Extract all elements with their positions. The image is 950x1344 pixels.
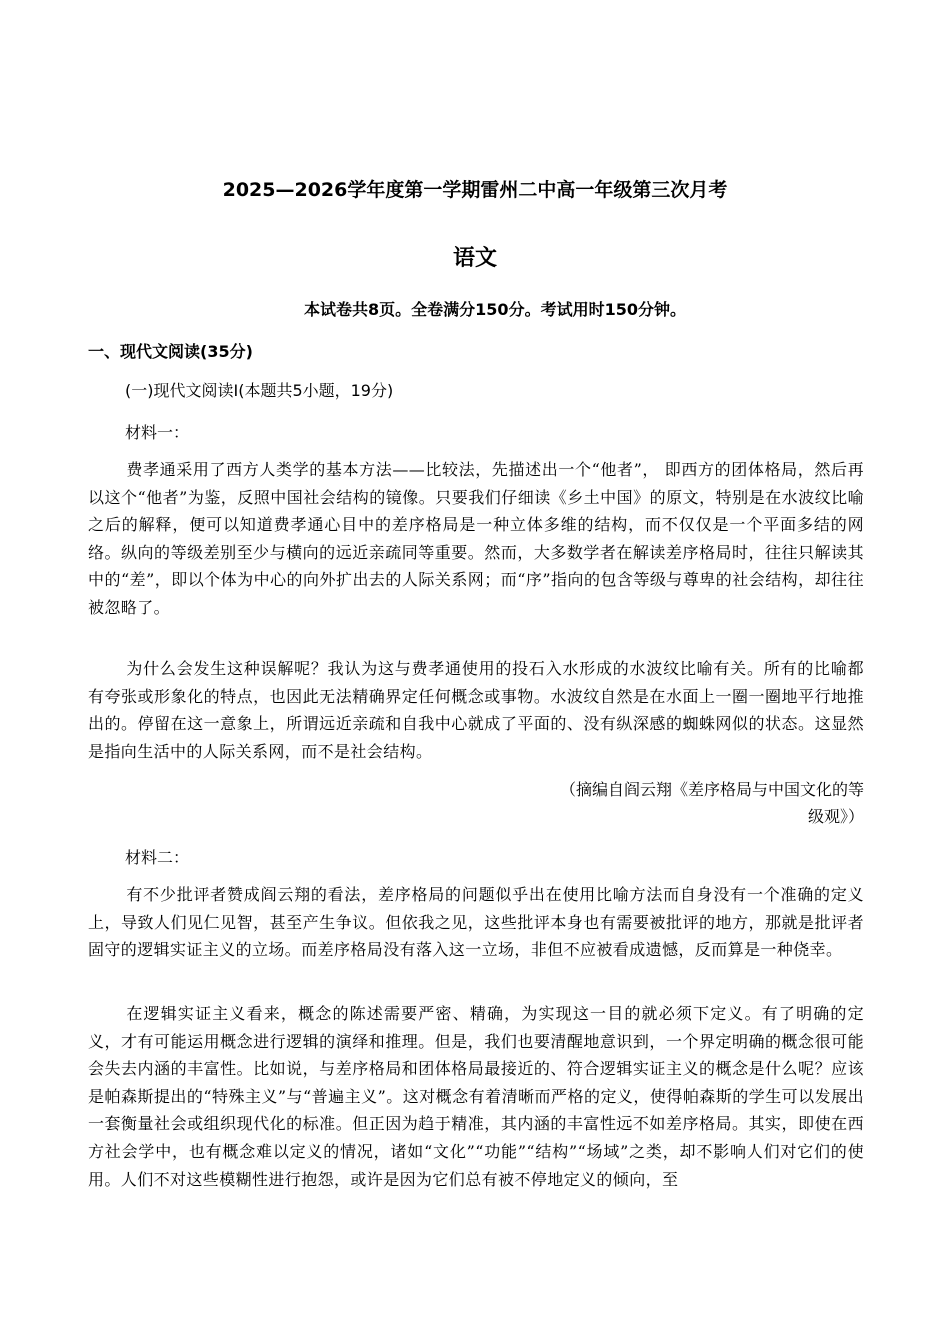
exam-info: 本试卷共8页。全卷满分150分。考试用时150分钟。 xyxy=(304,300,686,319)
material-two-paragraph-2: 在逻辑实证主义看来，概念的陈述需要严密、精确，为实现这一目的就必须下定义。有了明确的定义，才有可能运用概念进行逻辑的演绎和推理。但是，我们也要清醒地意识到，一个界定明确的概念很可能会失去内涵的丰富性。比如说，与差序格局和团体格局最接近的、符合逻辑实证主义的概念是什么呢？应该是帕森斯提出的“特殊主义”与“普遍主义”。这对概念有着清晰而严格的定义，使得帕森斯的学生可以发展出一套衡量社会或组织现代化的标准。但正因为趋于精准，其内涵的丰富性远不如差序格局。其实，即使在西方社会学中，也有概念难以定义的情况，诸如“文化”“功能”“结构”“场域”之类，却不影响人们对它们的使用。人们不对这些模糊性进行抱怨，或许是因为它们总有被不停地定义的倾向，至 xyxy=(88,1004,864,1189)
material-one-paragraph-2: 为什么会发生这种误解呢？我认为这与费孝通使用的投石入水形成的水波纹比喻有关。所有的比喻都有夸张或形象化的特点，也因此无法精确界定任何概念或事物。水波纹自然是在水面上一圈一圈地平行地推出的。停留在这一意象上，所谓远近亲疏和自我中心就成了平面的、没有纵深感的蜘蛛网似的状态。这显然是指向生活中的人际关系网，而不是社会结构。 xyxy=(88,659,864,761)
material-one-citation xyxy=(464,776,864,830)
material-one-label: 材料一： xyxy=(125,423,190,442)
material-two-label: 材料二： xyxy=(125,848,190,867)
citation-line-1: （摘编自阎云翔《差序格局与中国文化的等 xyxy=(559,780,864,799)
exam-title: 2025—2026学年度第一学期雷州二中高一年级第三次月考 xyxy=(222,179,728,201)
section-heading: 一、现代文阅读(35分) xyxy=(88,342,253,361)
material-two-paragraph-1: 有不少批评者赞成阎云翔的看法，差序格局的问题似乎出在使用比喻方法而自身没有一个准确的定义上，导致人们见仁见智，甚至产生争议。但依我之见，这些批评本身也有需要被批评的地方，那就是批评者固守的逻辑实证主义的立场。而差序格局没有落入这一立场，非但不应被看成遗憾，反而算是一种侥幸。 xyxy=(88,885,864,960)
sub-section-heading: (一)现代文阅读Ⅰ(本题共5小题，19分) xyxy=(125,381,394,400)
material-one-paragraph-1: 费孝通采用了西方人类学的基本方法——比较法，先描述出一个“他者”， 即西方的团体格局，然后再以这个“他者”为鉴，反照中国社会结构的镜像。只要我们仔细读《乡土中国》的原文，特别是在水波纹比喻之后的解释，便可以知道费孝通心目中的差序格局是一种立体多维的结构，而不仅仅是一个平面多结的网络。纵向的等级差别至少与横向的远近亲疏同等重要。然而，大多数学者在解读差序格局时，往往只解读其中的“差”，即以个体为中心的向外扩出去的人际关系网；而“序”指向的包含等级与尊卑的社会结构，却往往被忽略了。 xyxy=(88,460,864,617)
citation-line-2: 级观》） xyxy=(807,807,864,826)
subject-title: 语文 xyxy=(452,246,497,271)
